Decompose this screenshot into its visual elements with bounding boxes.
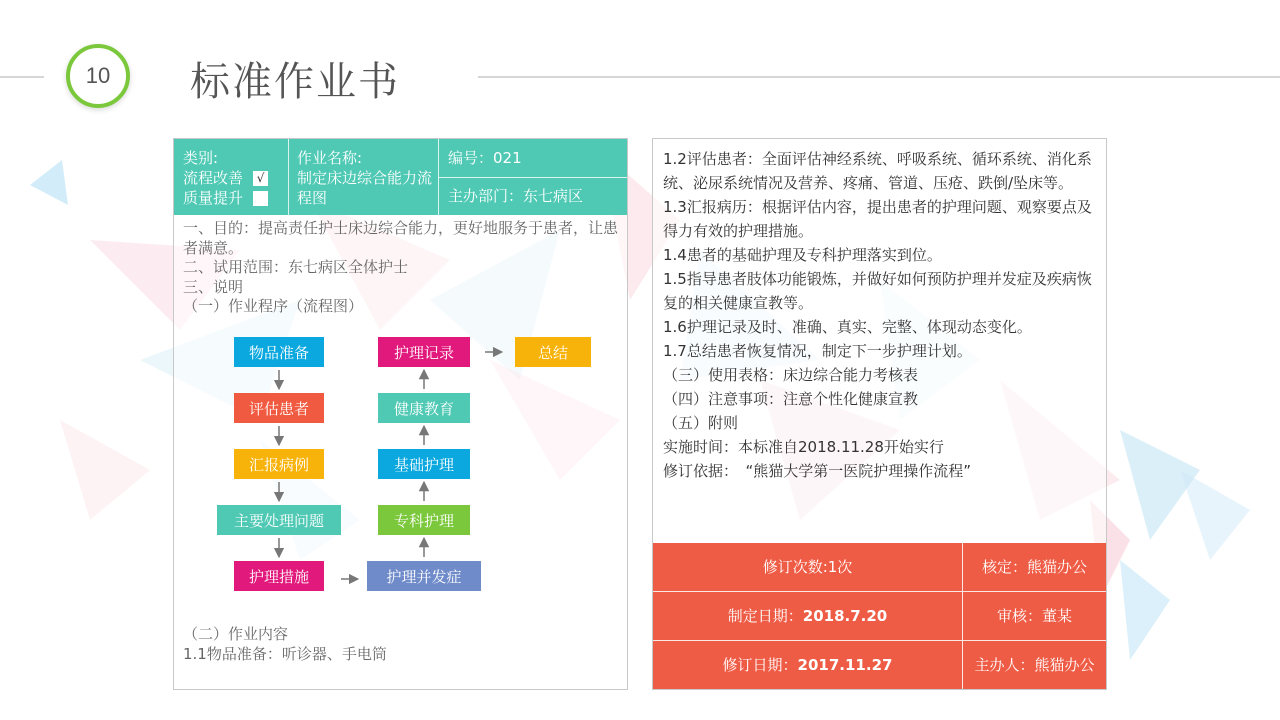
procedure-heading: （一）作业程序（流程图）: [183, 297, 364, 315]
flow-step-main-problems: 主要处理问题: [217, 505, 341, 535]
revised-date-value: 2017.11.27: [797, 655, 893, 674]
header-line-right: [478, 76, 1280, 78]
flow-step-health-education: 健康教育: [378, 393, 470, 423]
flow-step-nursing-measures: 护理措施: [234, 561, 324, 591]
category-block: [183, 148, 283, 208]
item-preparation-text: 1.1物品准备：听诊器、手电筒: [183, 644, 387, 663]
revision-count: 修订次数:1次: [762, 557, 853, 576]
effective-date: 实施时间：本标准自2018.11.28开始实行: [663, 438, 944, 456]
right-panel: [652, 138, 1107, 690]
made-date-value: 2018.7.20: [802, 606, 888, 625]
revised-date-label: 修订日期：: [722, 655, 798, 674]
made-date-label: 制定日期：: [727, 606, 803, 625]
flow-step-summary: 总结: [515, 337, 591, 367]
scope-text: 二、试用范围：东七病区全体护士: [183, 258, 409, 276]
made-date-cell: [653, 592, 962, 640]
category-option-2-checkbox[interactable]: [253, 191, 268, 206]
precautions: （四）注意事项：注意个性化健康宣教: [663, 390, 919, 408]
detail-1-7: 1.7总结患者恢复情况，制定下一步护理计划。: [663, 342, 972, 360]
reviewer: 审核：董某: [996, 606, 1072, 625]
header-divider-3: [438, 177, 627, 178]
content-heading: （二）作业内容: [183, 625, 289, 643]
page-title: 标准作业书: [190, 59, 400, 105]
left-panel: [173, 138, 628, 690]
host-person: 主办人：熊猫办公: [974, 655, 1095, 674]
category-option-2: [183, 188, 283, 208]
flow-step-report-case: 汇报病例: [234, 449, 324, 479]
flow-step-basic-care: 基础护理: [378, 449, 470, 479]
category-option-1-label: 流程改善: [183, 169, 244, 187]
appendix-heading: （五）附则: [663, 414, 739, 432]
revision-basis: 修订依据： “熊猫大学第一医院护理操作流程”: [663, 462, 972, 480]
purpose-section: [183, 219, 623, 317]
detail-1-2: 1.2评估患者：全面评估神经系统、呼吸系统、循环系统、消化系统、泌尿系统情况及营养、疼痛、管道、压疮、跌倒/坠床等。: [663, 150, 1092, 192]
category-option-1-checkbox[interactable]: √: [253, 171, 268, 186]
revised-date-cell: [653, 641, 962, 689]
header-divider-1: [288, 139, 289, 215]
category-label: 类别:: [183, 149, 219, 167]
content-section: [183, 625, 623, 664]
flow-step-assess-patient: 评估患者: [234, 393, 324, 423]
host-department: 主办部门：东七病区: [448, 187, 584, 205]
forms-used: （三）使用表格：床边综合能力考核表: [663, 366, 919, 384]
detail-1-5: 1.5指导患者肢体功能锻炼，并做好如何预防护理并发症及疾病恢复的相关健康宣教等。: [663, 270, 1092, 312]
detail-1-4: 1.4患者的基础护理及专科护理落实到位。: [663, 246, 942, 264]
purpose-text: 一、目的：提高责任护士床边综合能力，更好地服务于患者，让患者满意。: [183, 219, 619, 257]
job-name-value: 制定床边综合能力流程图: [297, 169, 433, 207]
category-option-2-label: 质量提升: [183, 189, 244, 207]
flow-step-nursing-record: 护理记录: [378, 337, 470, 367]
detail-1-3: 1.3汇报病历：根据评估内容，提出患者的护理问题、观察要点及得力有效的护理措施。: [663, 198, 1092, 240]
document-code: 编号：021: [448, 149, 522, 167]
info-header: [174, 139, 627, 215]
flow-step-complications: 护理并发症: [367, 561, 481, 591]
slide-number-badge: [66, 44, 130, 108]
job-name-label: 作业名称:: [297, 149, 363, 167]
job-name-block: [297, 148, 437, 208]
flow-step-specialty-care: 专科护理: [378, 505, 470, 535]
revision-table: [653, 543, 1106, 689]
flow-step-prepare-items: 物品准备: [234, 337, 324, 367]
category-option-1: [183, 168, 283, 188]
slide-number: 10: [85, 63, 111, 88]
header-line-left: [0, 76, 44, 78]
detail-text: [663, 147, 1099, 483]
explanation-heading: 三、说明: [183, 277, 244, 296]
detail-1-6: 1.6护理记录及时、准确、真实、完整、体现动态变化。: [663, 318, 1032, 336]
checker: 核定：熊猫办公: [981, 557, 1087, 576]
